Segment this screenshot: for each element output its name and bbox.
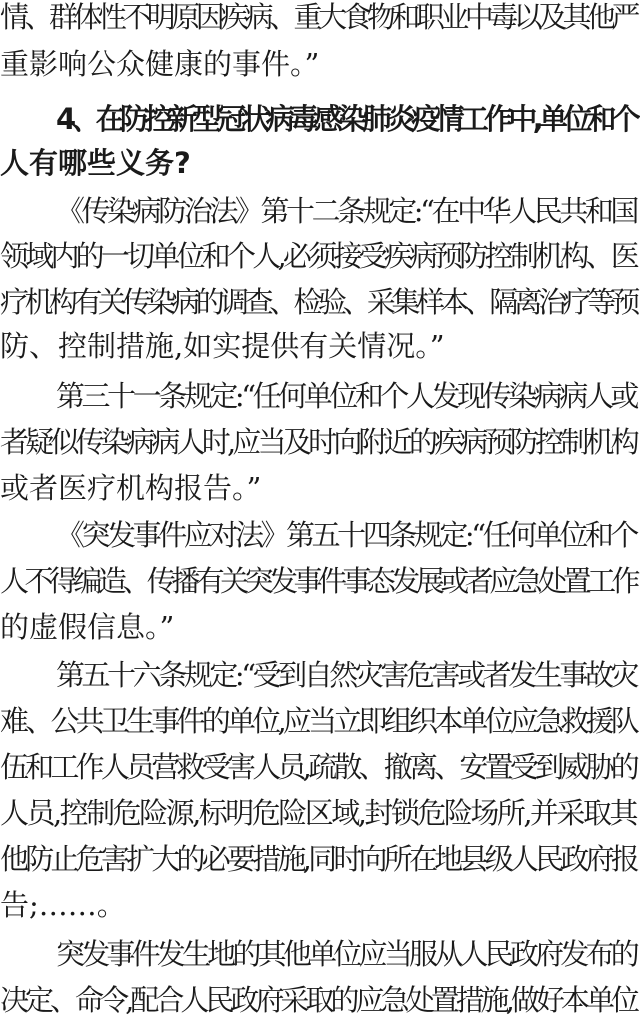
text-line-6: 领域内的一切单位和个人,必须接受疾病预防控制机构、医 — [0, 239, 636, 273]
text-line-11: 或者医疗机构报告。” — [0, 471, 262, 505]
text-line-5: 《传染病防治法》第十二条规定:“在中华人民共和国 — [56, 194, 636, 228]
text-line-22: 决定、命令,配合人民政府采取的应急处置措施,做好本单位 — [0, 983, 636, 1017]
text-line-8: 防、控制措施,如实提供有关情况。” — [0, 329, 445, 363]
text-line-7: 疗机构有关传染病的调查、检验、采集样本、隔离治疗等预 — [0, 285, 636, 319]
question-heading-line-1: 4、在防控新型冠状病毒感染肺炎疫情工作中,单位和个 — [56, 102, 636, 136]
text-line-21: 突发事件发生地的其他单位应当服从人民政府发布的 — [56, 937, 636, 971]
text-line-17: 伍和工作人员营救受害人员,疏散、撤离、安置受到威胁的 — [0, 750, 636, 784]
text-line-15: 第五十六条规定:“受到自然灾害危害或者发生事故灾 — [56, 658, 636, 692]
text-line-13: 人不得编造、传播有关突发事件事态发展或者应急处置工作 — [0, 564, 636, 598]
text-line-19: 他防止危害扩大的必要措施,同时向所在地县级人民政府报 — [0, 842, 636, 876]
question-heading-line-2: 人有哪些义务? — [0, 146, 191, 180]
text-line-18: 人员,控制危险源,标明危险区域,封锁危险场所,并采取其 — [0, 796, 636, 830]
text-line-16: 难、公共卫生事件的单位,应当立即组织本单位应急救援队 — [0, 704, 636, 738]
text-line-1: 情、群体性不明原因疾病、重大食物和职业中毒以及其他严 — [0, 0, 636, 34]
text-line-20: 告;……。 — [0, 888, 126, 922]
text-line-14: 的虚假信息。” — [0, 610, 175, 644]
text-line-10: 者疑似传染病病人时,应当及时向附近的疾病预防控制机构 — [0, 425, 636, 459]
text-line-2: 重影响公众健康的事件。” — [0, 47, 320, 81]
text-line-12: 《突发事件应对法》第五十四条规定:“任何单位和个 — [56, 518, 636, 552]
text-line-9: 第三十一条规定:“任何单位和个人发现传染病病人或 — [56, 379, 636, 413]
